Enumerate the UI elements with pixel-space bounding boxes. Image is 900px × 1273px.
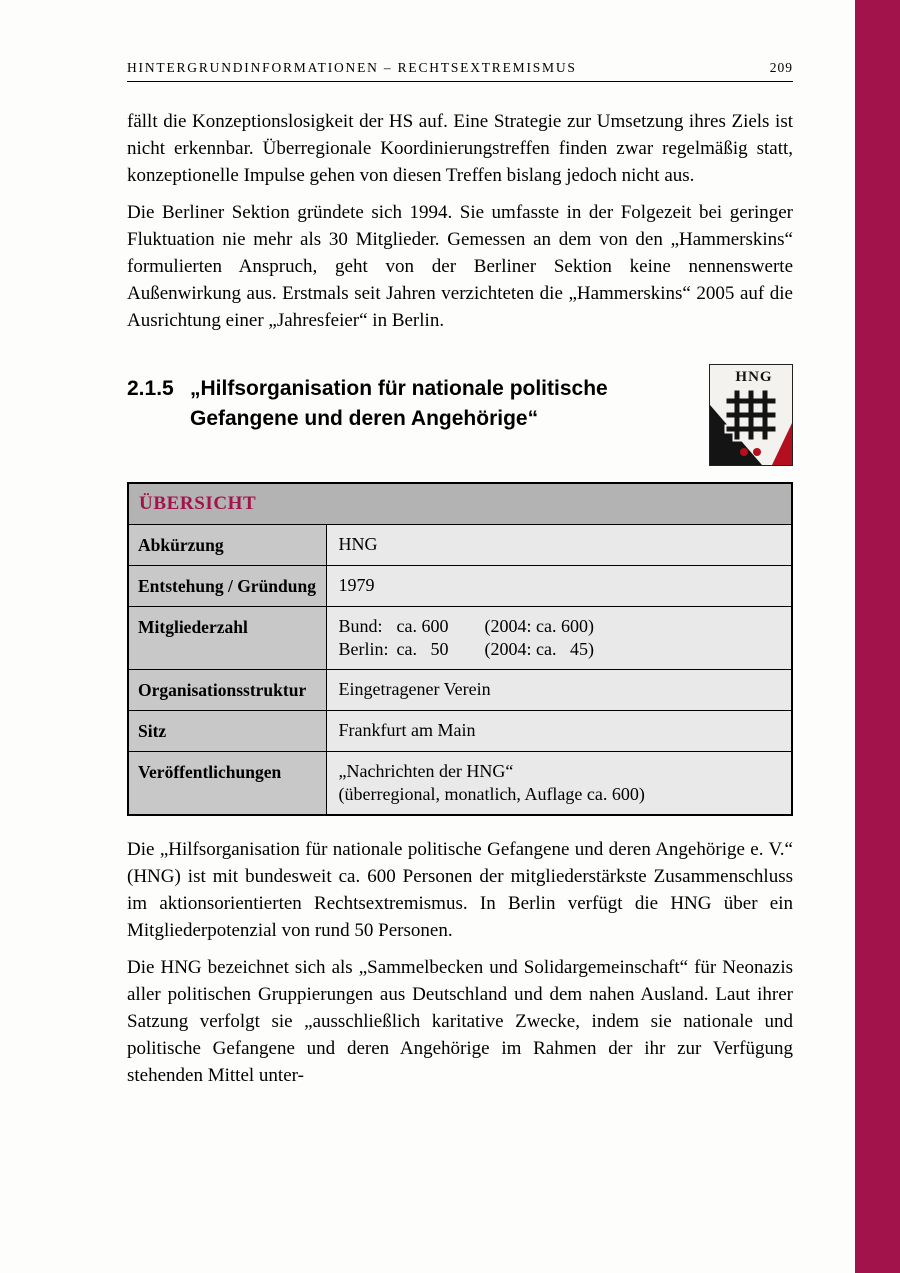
overview-table xyxy=(127,482,793,816)
row-value xyxy=(326,607,792,670)
section-number: 2.1.5 xyxy=(127,377,174,400)
paragraph: fällt die Konzeptionslosigkeit der HS auf. Eine Strategie zur Umsetzung ihres Ziels ist nicht erkennbar. Überregionale Koordinierungstreffen finden zwar regelmäßig statt, konzeptionelle Impulse gehen von diesen Treffen bislang jedoch nicht aus. xyxy=(127,111,793,186)
row-value xyxy=(326,752,792,816)
row-label: Mitgliederzahl xyxy=(128,607,326,670)
paragraph: Die HNG bezeichnet sich als „Sammelbecken und Solidargemeinschaft“ für Neonazis aller politischen Gruppierungen aus Deutschland und dem nahen Ausland. Laut ihrer Satzung verfolgt sie „ausschließlich karitative Zwecke, indem sie nationale und politische Gefangene und deren Angehörige im Rahmen der ihr zur Verfügung stehenden Mittel unter- xyxy=(127,957,793,1086)
row-label: Organisationsstruktur xyxy=(128,670,326,711)
table-title-row xyxy=(128,483,792,525)
member-count-scope: Berlin: xyxy=(338,639,389,659)
member-count-scope: Bund: xyxy=(338,616,383,636)
table-row-organisationsstruktur xyxy=(128,670,792,711)
row-label: Entstehung / Gründung xyxy=(128,566,326,607)
logo-label: HNG xyxy=(735,369,773,385)
row-value: Eingetragener Verein xyxy=(326,670,792,711)
page-edge-accent-bar xyxy=(855,0,900,1273)
logo-red-emblem xyxy=(753,448,761,456)
table-row-gruendung xyxy=(128,566,792,607)
member-count-note: (2004: ca. 45) xyxy=(484,639,594,659)
section-title: „Hilfsorganisation für nationale politische Gefangene und deren Angehörige“ xyxy=(190,377,608,430)
member-count-line xyxy=(339,615,780,638)
member-count-value: ca. 600 xyxy=(396,616,449,636)
paragraph: Die Berliner Sektion gründete sich 1994. Sie umfasste in der Folgezeit bei geringer Fluktuation nie mehr als 30 Mitglieder. Gemessen an dem von den „Hammerskins“ formulierten Anspruch, geht von der Berliner Sektion keine nennenswerte Außenwirkung aus. Erstmals seit Jahren verzichteten die „Hammerskins“ 2005 auf die Ausrichtung einer „Jahresfeier“ in Berlin. xyxy=(127,202,793,331)
row-value: HNG xyxy=(326,525,792,566)
member-count-value: ca. 50 xyxy=(396,639,449,659)
publication-name: „Nachrichten der HNG“ xyxy=(338,761,514,781)
member-count-note: (2004: ca. 600) xyxy=(484,616,594,636)
page-number: 209 xyxy=(769,60,793,75)
page-content xyxy=(127,0,793,1089)
publication-details: (überregional, monatlich, Auflage ca. 600) xyxy=(338,784,645,804)
logo-red-emblem xyxy=(740,448,748,456)
row-value: Frankfurt am Main xyxy=(326,711,792,752)
table-row-mitgliederzahl xyxy=(128,607,792,670)
table-row-abkuerzung xyxy=(128,525,792,566)
running-header xyxy=(127,60,793,82)
section-heading xyxy=(127,374,793,434)
logo-grid-bars xyxy=(729,393,773,437)
table-row-sitz xyxy=(128,711,792,752)
member-count-line xyxy=(339,638,780,661)
running-header-title: HINTERGRUNDINFORMATIONEN – RECHTSEXTREMISMUS xyxy=(127,60,577,75)
table-row-veroeffentlichungen xyxy=(128,752,792,816)
row-label: Abkürzung xyxy=(128,525,326,566)
table-title: ÜBERSICHT xyxy=(128,483,792,525)
hng-logo xyxy=(709,364,793,466)
section-heading-row xyxy=(127,369,793,474)
row-label: Sitz xyxy=(128,711,326,752)
row-label: Veröffentlichungen xyxy=(128,752,326,816)
row-value: 1979 xyxy=(326,566,792,607)
paragraph: Die „Hilfsorganisation für nationale politische Gefangene und deren Angehörige e. V.“ (HNG) ist mit bundesweit ca. 600 Personen der mitgliederstärkste Zusammenschluss im aktionsorientierten Rechtsextremismus. In Berlin verfügt die HNG über ein Mitgliederpotenzial von rund 50 Personen. xyxy=(127,839,793,941)
hng-logo-image xyxy=(710,365,792,465)
